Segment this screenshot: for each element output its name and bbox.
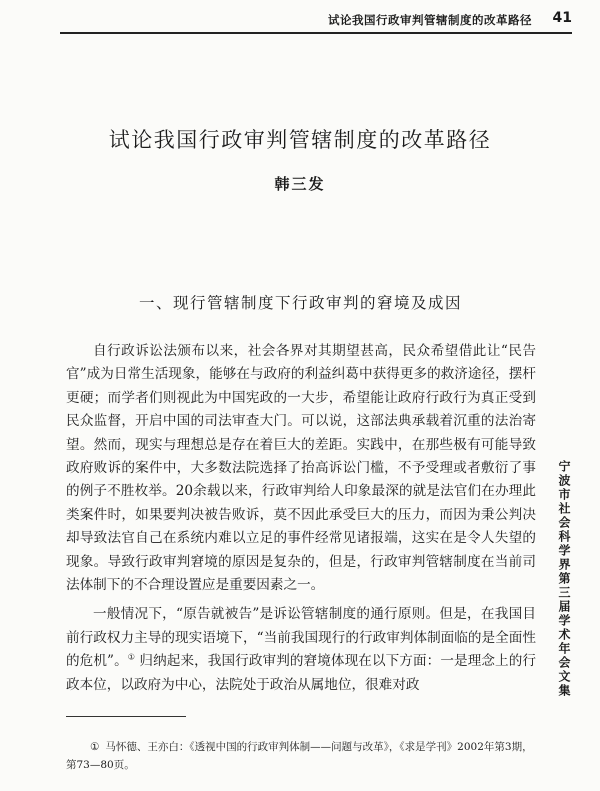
paragraph-1: 自行政诉讼法颁布以来，社会各界对其期望甚高，民众希望借此让“民告官”成为日常生活现象，能够在与政府的利益纠葛中获得更多的救济途径，摆杆更硬；而学者们则视此为中国宪政的一大步，希望能让政府行政行为真正受到民众监督，开启中国的司法审查大门。可以说，这部法典承载着沉重的法治寄望。然而，现实与理想总是存在着巨大的差距。实践中，在那些极有可能导致政府败诉的案件中，大多数法院选择了抬高诉讼门槛，不予受理或者敷衍了事的例子不胜枚举。20余载以来，行政审判给人印象最深的就是法官们在办理此类案件时，如果要判决被告败诉，莫不因此承受巨大的压力，而因为秉公判决却导致法官自己在系统内难以立足的事件经常见诸报端，这实在是令人失望的现象。导致行政审判窘境的原因是复杂的，但是，行政审判管辖制度在当前司法体制下的不合理设置应是重要因素之一。 [66,343,536,594]
page-number: 41 [552,10,572,26]
paragraph-2 [66,603,536,697]
section-heading: 一、现行管辖制度下行政审判的窘境及成因 [139,294,463,312]
footnote-reference[interactable]: ① [127,652,136,662]
footnote-text: 马怀德、王亦白：《透视中国的行政审判体制——问题与改革》，《求是学刊》2002年第3期，第73—80页。 [66,741,533,771]
paragraph-2-text: 一般情况下，“原告就被告”是诉讼管辖制度的通行原则。但是，在我国目前行政权力主导的现实语境下，“当前我国现行的行政审判体制面临的是全面性的危机”。 [66,606,536,670]
author-name: 韩三发 [274,175,326,193]
running-header [60,10,572,34]
footnote-marker: ① [90,741,100,753]
footnote [66,738,542,774]
footnote-divider [66,716,186,717]
article-title: 试论我国行政审判管辖制度的改革路径 [108,128,492,152]
paragraph-2-cont: 归纳起来，我国行政审判的窘境体现在以下方面：一是理念上的行政本位，以政府为中心，法院处于政治从属地位，很难对政 [66,653,537,693]
side-collection-note: 宁波市社会科学界第三届学术年会文集 [557,460,571,698]
article-body [66,340,536,697]
running-title: 试论我国行政审判管辖制度的改革路径 [328,13,532,27]
